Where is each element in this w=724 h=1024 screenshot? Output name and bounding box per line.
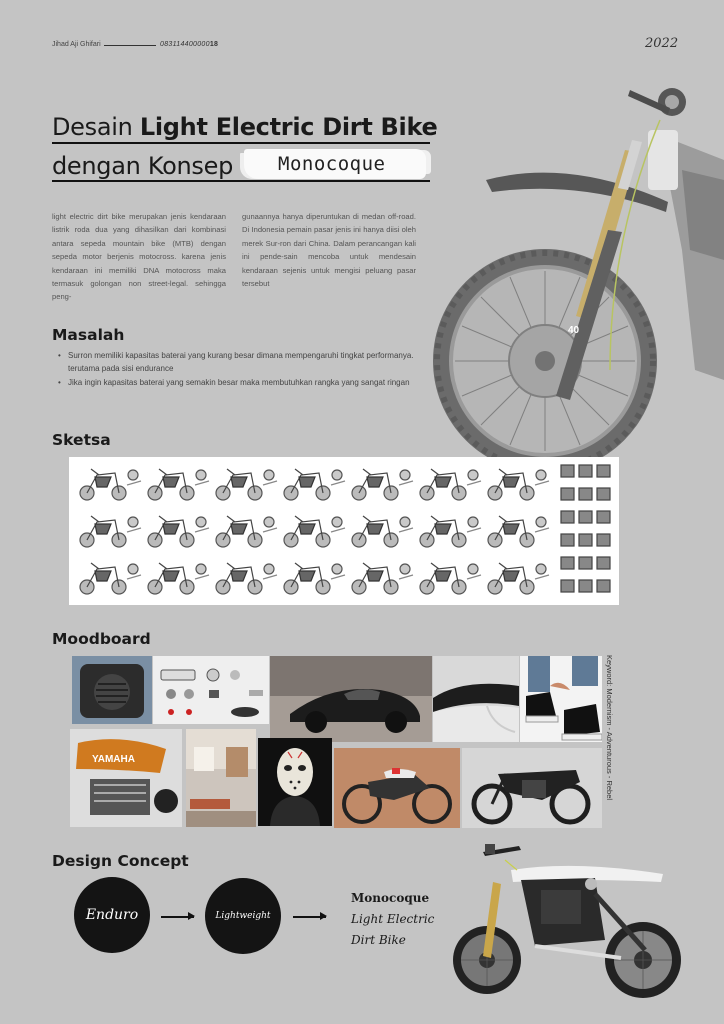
sketch-item	[216, 563, 277, 594]
sketch-item	[352, 516, 413, 547]
sketch-item	[488, 516, 549, 547]
concept-result-line2: Light Electric	[351, 912, 435, 926]
sketch-detail	[561, 534, 574, 546]
sketch-item	[80, 469, 141, 500]
yamaha-logo-text: YAMAHA	[92, 754, 135, 765]
moodboard-speaker	[72, 656, 152, 724]
sketch-item	[284, 516, 345, 547]
concept-result-line3: Dirt Bike	[351, 933, 406, 947]
arrow-icon	[293, 916, 326, 918]
sketch-detail	[597, 557, 610, 569]
sketch-detail	[561, 580, 574, 592]
sketch-detail	[579, 511, 592, 523]
moodboard-yamaha-tank	[70, 729, 182, 827]
year: 2022	[645, 36, 679, 51]
sketch-detail	[579, 534, 592, 546]
sketch-item	[352, 563, 413, 594]
sketch-item	[216, 469, 277, 500]
sketch-detail	[561, 465, 574, 477]
sketch-item	[80, 516, 141, 547]
moodboard-keywords: Keyword: Modernism - Adventurous - Rebel	[605, 655, 614, 801]
concept-step-lightweight: Lightweight	[205, 878, 281, 954]
sketch-detail	[579, 557, 592, 569]
section-title-masalah: Masalah	[52, 326, 125, 344]
sketch-detail	[579, 465, 592, 477]
sketch-item	[488, 563, 549, 594]
concept-highlight: Monocoque	[278, 153, 386, 175]
moodboard-mask	[258, 738, 332, 826]
page-title-line1: Desain Light Electric Dirt Bike	[52, 113, 438, 141]
concept-result	[351, 888, 434, 951]
sketch-detail	[597, 534, 610, 546]
header-divider	[104, 45, 156, 46]
section-title-moodboard: Moodboard	[52, 630, 151, 648]
title-underline-2	[52, 180, 430, 182]
sketch-drawings	[69, 457, 619, 605]
author-name: Jihad Aji Ghifari	[52, 41, 101, 48]
sketch-panel	[69, 457, 619, 605]
sketch-item	[420, 469, 481, 500]
list-item: • Surron memiliki kapasitas baterai yang kurang besar dimana mempengaruhi tingkat performanya. terutama pada sisi endurance	[56, 349, 436, 375]
sketch-detail	[579, 580, 592, 592]
sketch-item	[352, 469, 413, 500]
sketch-item	[148, 469, 209, 500]
sketch-item	[80, 563, 141, 594]
sketch-item	[148, 563, 209, 594]
concept-step-enduro: Enduro	[74, 877, 150, 953]
fork-label: 40	[568, 325, 580, 336]
moodboard-seat	[433, 656, 519, 742]
sketch-detail	[561, 557, 574, 569]
moodboard-modern-bike	[462, 748, 602, 828]
concept-result-line1: Monocoque	[351, 891, 430, 905]
sketch-item	[284, 469, 345, 500]
section-title-design-concept: Design Concept	[52, 852, 189, 870]
sketch-detail	[597, 465, 610, 477]
title-underline-1	[52, 142, 430, 144]
intro-paragraph-1: light electric dirt bike merupakan jenis kendaraan listrik roda dua yang dihasilkan dari kombinasi antara sepeda mountain bike (MTB) dengan sepeda motor berjenis motocross. karena jenis kendaraan ini memiliki DNA motocross maka termasuk golongan non street-legal. sehingga peng-	[52, 212, 226, 302]
sketch-item	[216, 516, 277, 547]
section-title-sketsa: Sketsa	[52, 431, 111, 449]
sketch-detail	[561, 488, 574, 500]
moodboard-porsche	[270, 656, 432, 742]
student-id: 08311440000018	[160, 41, 219, 48]
sketch-item	[148, 516, 209, 547]
sketch-detail	[561, 511, 574, 523]
moodboard-sneakers	[520, 656, 602, 742]
list-item: • Jika ingin kapasitas baterai yang semakin besar maka membutuhkan rangka yang sangat ringan	[56, 376, 436, 389]
sketch-item	[488, 469, 549, 500]
arrow-icon	[161, 916, 194, 918]
masalah-list	[56, 349, 436, 390]
sketch-detail	[597, 488, 610, 500]
sketch-detail	[597, 511, 610, 523]
sketch-detail	[579, 488, 592, 500]
moodboard-interior	[186, 729, 256, 827]
sketch-detail	[597, 580, 610, 592]
intro-paragraph-2: gunaannya hanya diperuntukan di medan off-road. Di Indonesia pemain pasar jenis ini hanya diisi oleh merek Sur-ron dari China. Dalam perancangan kali ini pende-sain mencoba untuk mendesain kendaraan sejenis untuk mengisi peluang pasar tersebut	[242, 212, 416, 289]
final-bike-render	[445, 830, 685, 1012]
sketch-item	[420, 516, 481, 547]
hero-bike-illustration	[420, 80, 724, 480]
moodboard-scrambler	[334, 748, 460, 828]
sketch-item	[420, 563, 481, 594]
sketch-item	[284, 563, 345, 594]
page-title-line2: dengan Konsep	[52, 152, 234, 180]
moodboard-control-panel	[153, 656, 269, 724]
